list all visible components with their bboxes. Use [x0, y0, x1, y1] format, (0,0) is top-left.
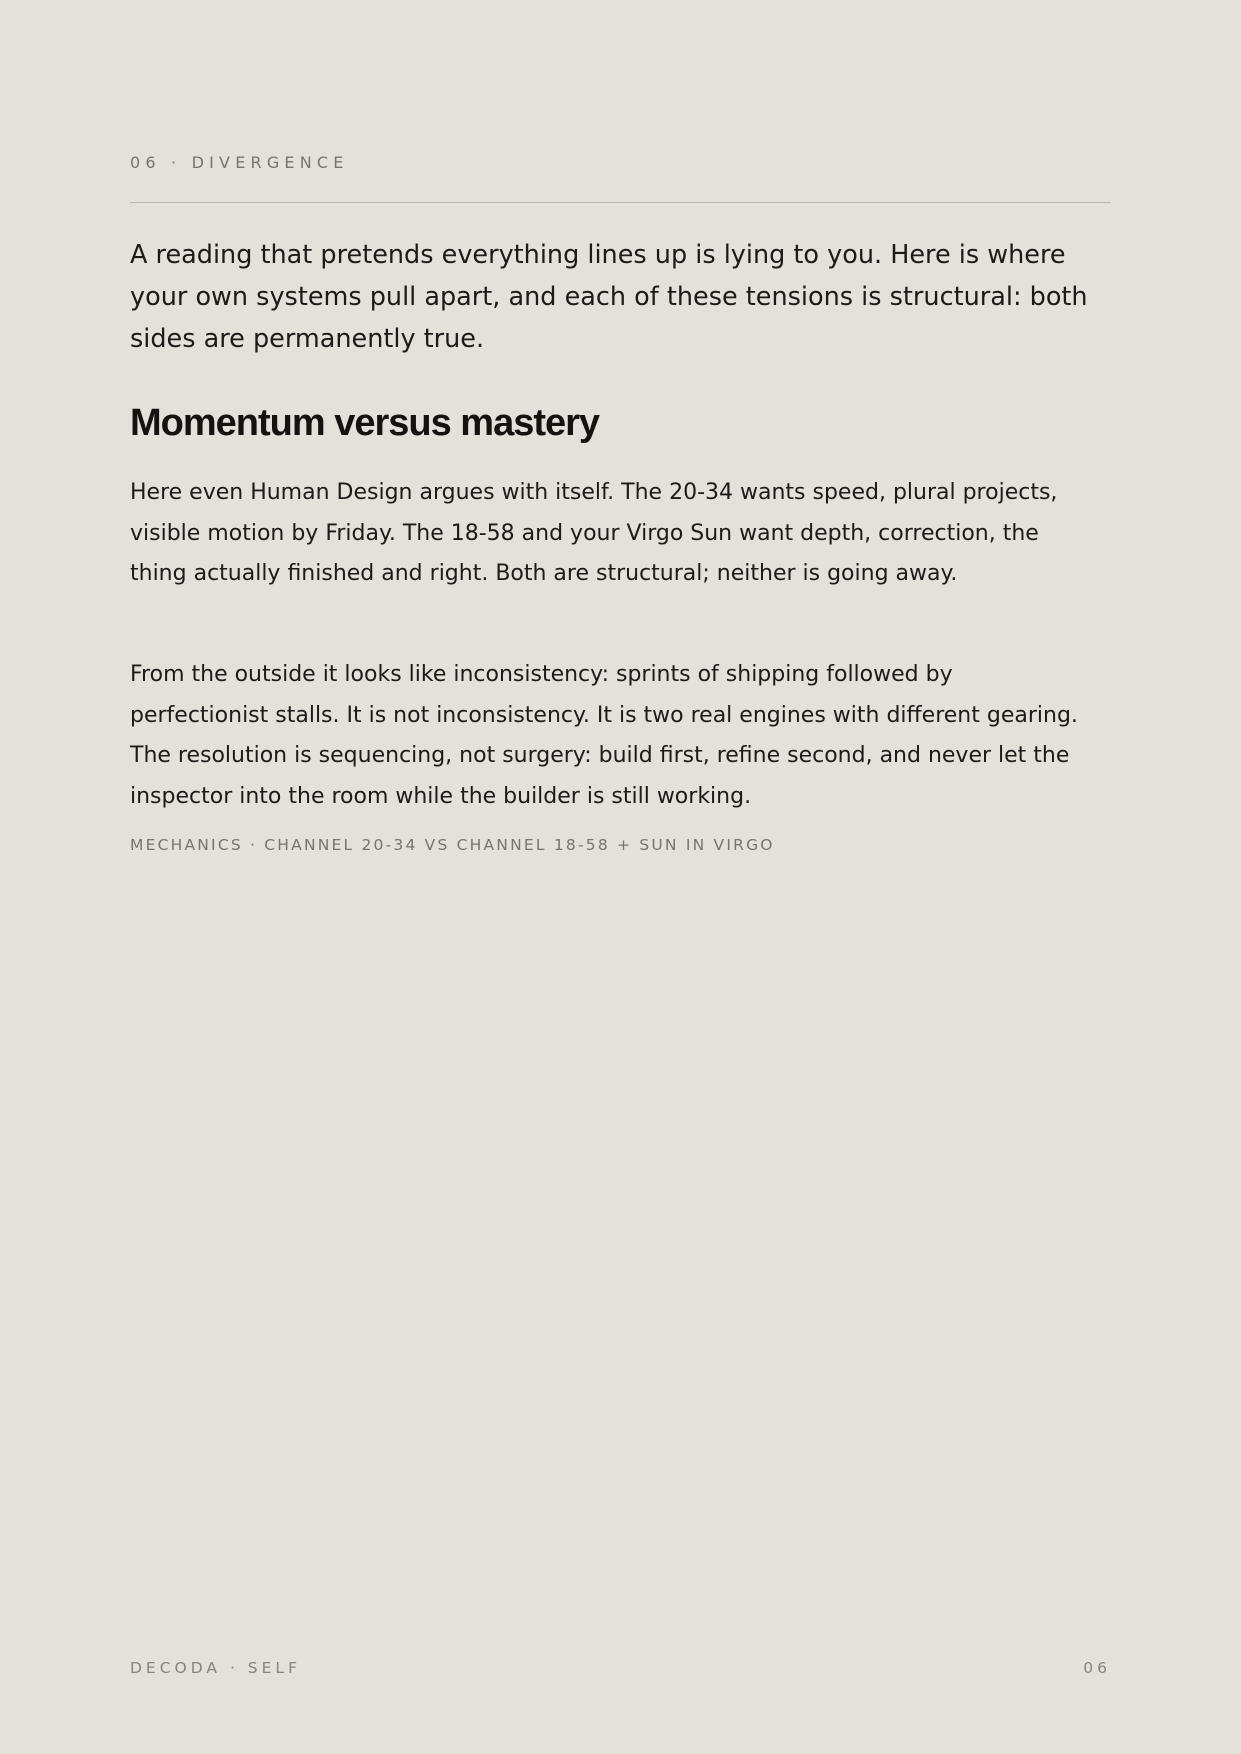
body-paragraph: From the outside it looks like inconsistency: sprints of shipping followed by perfectionist stalls. It is not inconsistency. It is two real engines with different gearing. The resolution is sequencing, not surgery: build first, refine second, and never let the inspector into the room while the builder is still working.: [130, 662, 1078, 809]
page-number: 06: [1083, 1659, 1111, 1677]
mechanics-caption: MECHANICS · CHANNEL 20-34 VS CHANNEL 18-58 + SUN IN VIRGO: [130, 836, 775, 854]
section-label: 06 · DIVERGENCE: [130, 153, 349, 172]
intro-paragraph: A reading that pretends everything lines up is lying to you. Here is where your own systems pull apart, and each of these tensions is structural: both sides are permanently true.: [130, 240, 1088, 354]
footer-brand: DECODA · SELF: [130, 1659, 301, 1677]
header-divider: [130, 202, 1111, 203]
tension-heading: Momentum versus mastery: [130, 402, 600, 444]
body-paragraph: Here even Human Design argues with itself. The 20-34 wants speed, plural projects, visible motion by Friday. The 18-58 and your Virgo Sun want depth, correction, the thing actually finished and right. Both are structural; neither is going away.: [130, 480, 1058, 586]
